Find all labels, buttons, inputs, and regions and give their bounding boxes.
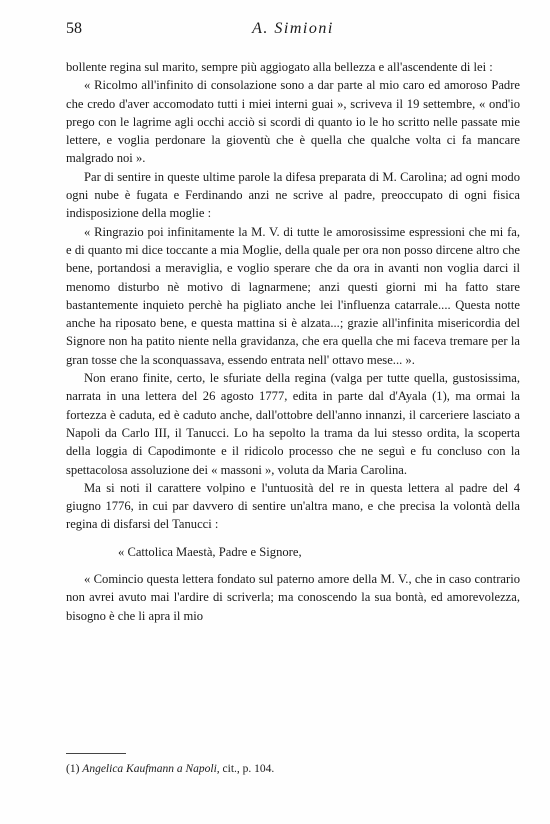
footnote-work-title: Angelica Kaufmann a Napoli, (82, 763, 220, 775)
body-text (66, 58, 520, 625)
paragraph: Non erano finite, certo, le sfuriate della regina (valga per tutte quella, gustosissima, narrata in una lettera del 26 agosto 1777, edita in parte dal d'Ayala (1), ma ormai la fortezza è caduta, ed è caduto anche, dall'ottobre dell'anno innanzi, il carceriere lasciato a Napoli da Carlo III, il Tanucci. Lo ha sepolto la trama da lui stesso ordita, la scoperta della loggia di Capodimonte e il ridicolo processo che ne seguì e fu concluso con la spettacolosa assoluzione dei « massoni », voluta da Maria Carolina. (66, 371, 520, 477)
running-head: A. Simioni (252, 20, 334, 37)
paragraph-quote: « Comincio questa lettera fondato sul paterno amore della M. V., che in caso contrario non avrei avuto mai l'ardire di scriverla; ma conoscendo la sua bontà, ed amorevolezza, bisogno è che li apra il mio (66, 572, 520, 623)
footnote-citation: cit., p. 104. (222, 763, 275, 775)
paragraph-quote: « Ricolmo all'infinito di consolazione sono a dar parte al mio caro ed amoroso Padre che credo d'aver accomodato tutti i miei interni guai », scriveva il 19 settembre, « ond'io prego con le lagrime agli occhi acciò si scordi di quanto io le ho scritto nelle passate mie lettere, e voglia perdonare la gioventù che è quella che qualche volta ci fa mancare malgrado noi ». (66, 78, 520, 166)
paragraph-quote: « Ringrazio poi infinitamente la M. V. di tutte le amorosissime espressioni che mi fa, e di quanto mi dice toccante a mia Moglie, della quale per ora non posso dircene altro che bene, portandosi a meraviglia, e voglio sperare che da ora in avanti non voglia darci il menomo disturbo nè motivo di lagnarmene; anzi questi giorni mi ha fatto stare bastantemente inquieto perchè ha pigliato anche lei l'influenza catarrale.... Questa notte anche ha riposato bene, e questa mattina si è alzata...; grazie all'infinita misericordia del Signore non ha patito niente nella gravidanza, che era quella che mi faceva tremare per la gran tosse che la sconquassava, essendo entrata nell' ottavo mese... ». (66, 224, 520, 367)
footnote-divider (66, 753, 126, 754)
footnote-marker: (1) (66, 763, 80, 775)
letter-salutation: « Cattolica Maestà, Padre e Signore, (118, 544, 302, 559)
paragraph: Ma si noti il carattere volpino e l'untuosità del re in questa lettera al padre del 4 giugno 1776, in cui par davvero di sentire un'altra mano, e che precisa la volontà della regina di disfarsi del Tanucci : (66, 480, 520, 532)
paragraph: bollente regina sul marito, sempre più aggiogato alla bellezza e all'ascendente di lei : (66, 60, 493, 74)
paragraph: Par di sentire in queste ultime parole la difesa preparata di M. Carolina; ad ogni modo ogni nube è fugata e Ferdinando anzi ne scrive al padre, preoccupato di ogni fisica indisposizione della moglie : (66, 169, 520, 221)
page-number: 58 (66, 20, 82, 37)
footnote (66, 762, 520, 776)
page-header (66, 20, 520, 46)
